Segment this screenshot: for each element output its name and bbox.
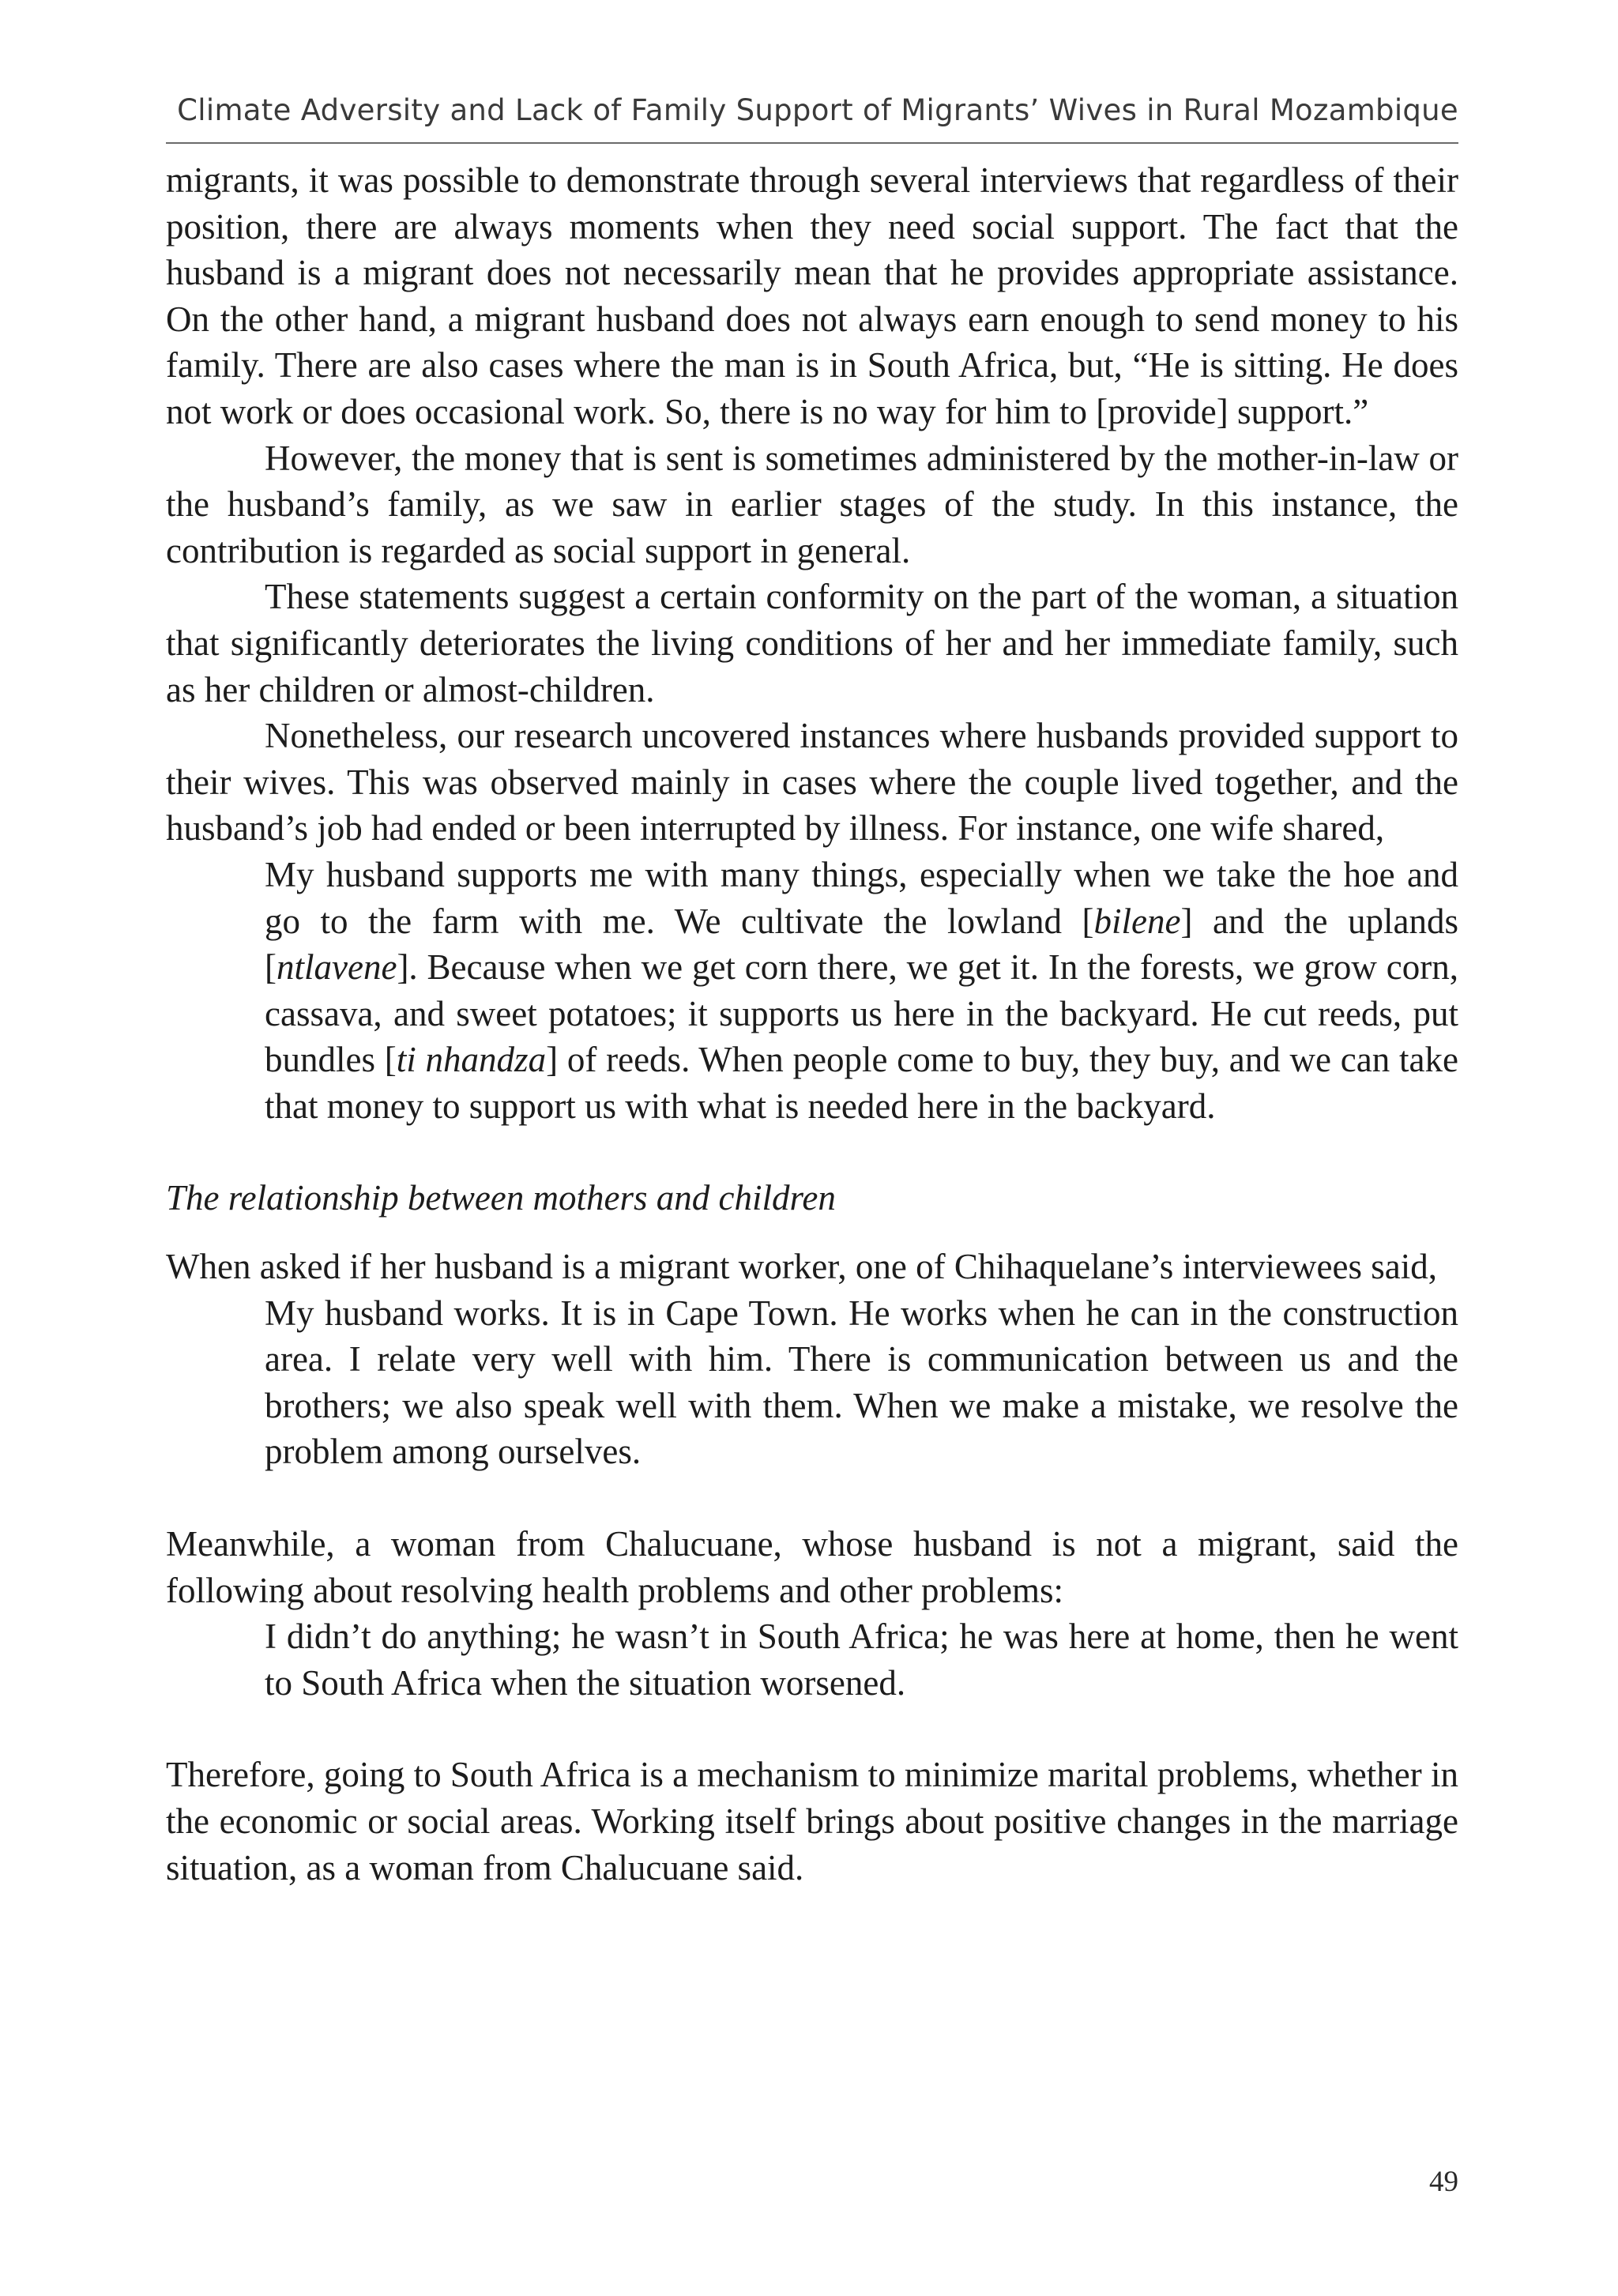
paragraph-7: Therefore, going to South Africa is a mechanism to minimize marital problems, whether in the economic or social areas. Working itself brings about positive changes in the marriage situation, as a woman from Chalucuane said.: [166, 1755, 1458, 1888]
page-body: [166, 157, 1458, 1891]
quote-1-text: ]. Because when we get corn there, we get it. In the forests, we grow corn, cassava, and sweet potatoes; it supports us here in the backyard. He cut reeds, put bundles [: [265, 947, 1458, 1080]
paragraph-3: These statements suggest a certain conformity on the part of the woman, a situation that significantly deteriorates the living conditions of her and her immediate family, such as her children or almost-children.: [166, 577, 1458, 710]
paragraph-4: Nonetheless, our research uncovered instances where husbands provided support to their wives. This was observed mainly in cases where the couple lived together, and the husband’s job had ended or been interrupted by illness. For instance, one wife shared,: [166, 716, 1458, 849]
block-quote-1: [265, 852, 1458, 1130]
quote-1-text: ] of reeds. When people come to buy, they buy, and we can take that money to support us with what is needed here in the backyard.: [265, 1040, 1458, 1126]
paragraph-6: Meanwhile, a woman from Chalucuane, whose husband is not a migrant, said the following about resolving health problems and other problems:: [166, 1524, 1458, 1610]
paragraph-5: When asked if her husband is a migrant worker, one of Chihaquelane’s interviewees said,: [166, 1247, 1437, 1287]
block-quote-2: My husband works. It is in Cape Town. He works when he can in the construction area. I relate very well with him. There is communication between us and the brothers; we also speak well with them. When we make a mistake, we resolve the problem among ourselves.: [265, 1293, 1458, 1472]
running-header: Climate Adversity and Lack of Family Support of Migrants’ Wives in Rural Mozambique: [177, 93, 1458, 127]
header-rule: [166, 142, 1458, 144]
paragraph-1: migrants, it was possible to demonstrate through several interviews that regardless of their position, there are always moments when they need social support. The fact that the husband is a migrant does not necessarily mean that he provides appropriate assistance. On the other hand, a migrant husband does not always earn enough to send money to his family. There are also cases where the man is in South Africa, but, “He is sitting. He does not work or does occasional work. So, there is no way for him to [provide] support.”: [166, 160, 1458, 431]
quote-1-term-ntlavene: ntlavene: [277, 947, 397, 988]
page-number: 49: [1429, 2166, 1458, 2198]
block-quote-3: I didn’t do anything; he wasn’t in South Africa; he was here at home, then he went to South Africa when the situation worsened.: [265, 1617, 1458, 1703]
quote-1-term-ti-nhandza: ti nhandza: [396, 1040, 547, 1080]
quote-1-text: ] and the uplands [: [265, 901, 1458, 988]
section-heading: The relationship between mothers and children: [166, 1178, 836, 1218]
quote-1-term-bilene: bilene: [1093, 901, 1181, 941]
quote-1-text: My husband supports me with many things, especially when we take the hoe and go to the farm with me. We cultivate the lowland [: [265, 854, 1458, 941]
paragraph-2: However, the money that is sent is sometimes administered by the mother-in-law or the husband’s family, as we saw in earlier stages of the study. In this instance, the contribution is regarded as social support in general.: [166, 438, 1458, 570]
